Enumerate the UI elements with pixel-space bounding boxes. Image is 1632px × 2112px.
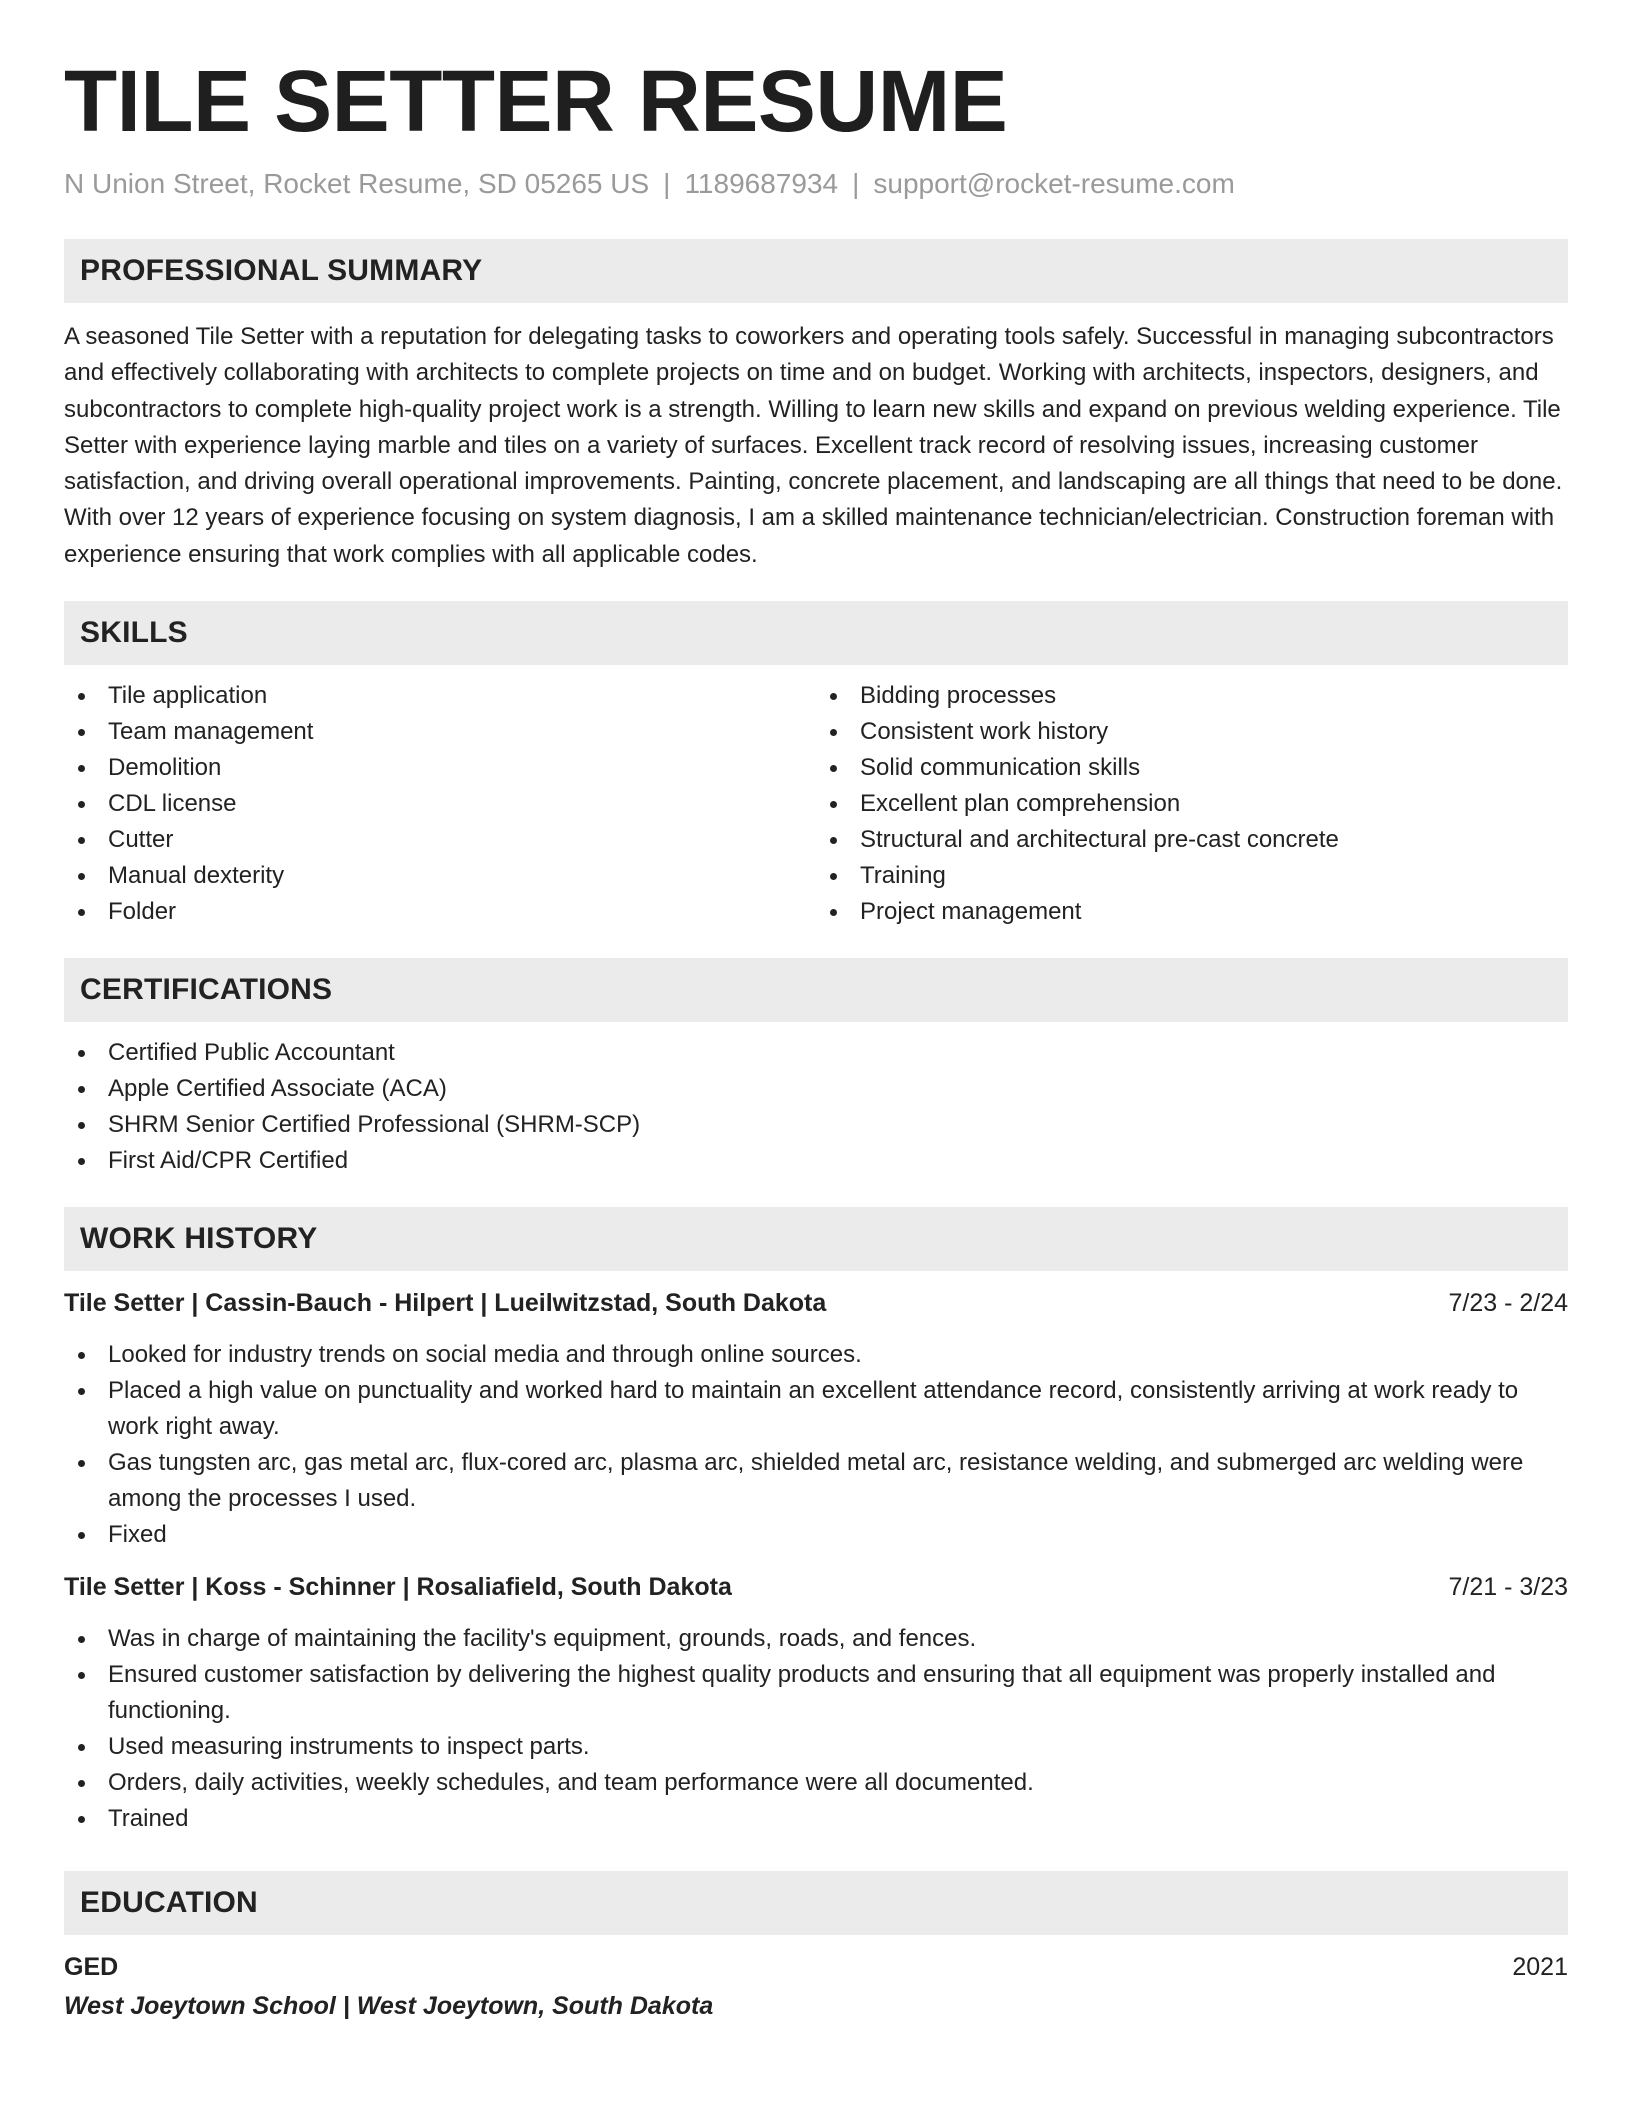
job-bullet: Used measuring instruments to inspect parts. xyxy=(64,1729,1568,1765)
contact-email: support@rocket-resume.com xyxy=(873,168,1235,199)
job-bullet: Ensured customer satisfaction by delivering the highest quality products and ensuring that all equipment was properly installed and functioning. xyxy=(64,1657,1568,1729)
section-header-skills: SKILLS xyxy=(64,601,1568,665)
skill-item: Folder xyxy=(64,894,816,930)
job-dates: 7/23 - 2/24 xyxy=(1448,1289,1568,1318)
skill-item: Tile application xyxy=(64,678,816,714)
certification-item: Apple Certified Associate (ACA) xyxy=(64,1071,1568,1107)
job-dates: 7/21 - 3/23 xyxy=(1448,1573,1568,1602)
skills-list xyxy=(64,678,1568,930)
education-header xyxy=(64,1949,1568,1985)
skill-item: Cutter xyxy=(64,822,816,858)
contact-line xyxy=(64,166,1568,202)
job-bullet: Fixed xyxy=(64,1517,1568,1553)
job-bullets xyxy=(64,1621,1568,1837)
skill-item: Bidding processes xyxy=(816,678,1568,714)
skill-item: Structural and architectural pre-cast concrete xyxy=(816,822,1568,858)
job-title: Tile Setter | Cassin-Bauch - Hilpert | Lueilwitzstad, South Dakota xyxy=(64,1289,827,1318)
job-header xyxy=(64,1569,1568,1605)
education-school: West Joeytown School | West Joeytown, South Dakota xyxy=(64,1992,714,2021)
job-bullets xyxy=(64,1337,1568,1553)
skill-item: Training xyxy=(816,858,1568,894)
skills-column-right xyxy=(816,678,1568,930)
job-header xyxy=(64,1285,1568,1321)
certification-item: First Aid/CPR Certified xyxy=(64,1143,1568,1179)
contact-address: N Union Street, Rocket Resume, SD 05265 US xyxy=(64,168,650,199)
certifications-list xyxy=(64,1035,1568,1179)
job-bullet: Gas tungsten arc, gas metal arc, flux-cored arc, plasma arc, shielded metal arc, resistance welding, and submerged arc welding were among the processes I used. xyxy=(64,1445,1568,1517)
job-bullet: Trained xyxy=(64,1801,1568,1837)
job-bullet: Placed a high value on punctuality and worked hard to maintain an excellent attendance record, consistently arriving at work ready to work right away. xyxy=(64,1373,1568,1445)
skill-item: Consistent work history xyxy=(816,714,1568,750)
education-entry xyxy=(64,1949,1568,2024)
certification-item: Certified Public Accountant xyxy=(64,1035,1568,1071)
skills-column-left xyxy=(64,678,816,930)
education-degree: GED xyxy=(64,1953,119,1982)
skill-item: CDL license xyxy=(64,786,816,822)
certification-item: SHRM Senior Certified Professional (SHRM-SCP) xyxy=(64,1107,1568,1143)
summary-text: A seasoned Tile Setter with a reputation for delegating tasks to coworkers and operating tools safely. Successful in managing subcontractors and effectively collaborating with architects to complete projects on time and on budget. Working with architects, inspectors, designers, and subcontractors to complete high-quality project work is a strength. Willing to learn new skills and expand on previous welding experience. Tile Setter with experience laying marble and tiles on a variety of surfaces. Excellent track record of resolving issues, increasing customer satisfaction, and driving overall operational improvements. Painting, concrete placement, and landscaping are all things that need to be done. With over 12 years of experience focusing on system diagnosis, I am a skilled maintenance technician/electrician. Construction foreman with experience ensuring that work complies with all applicable codes. xyxy=(64,323,1563,568)
education-year: 2021 xyxy=(1512,1953,1568,1982)
skill-item: Manual dexterity xyxy=(64,858,816,894)
contact-separator: | xyxy=(852,168,860,199)
section-header-education: EDUCATION xyxy=(64,1871,1568,1935)
skill-item: Solid communication skills xyxy=(816,750,1568,786)
skill-item: Team management xyxy=(64,714,816,750)
contact-phone: 1189687934 xyxy=(684,168,839,199)
section-header-certifications: CERTIFICATIONS xyxy=(64,958,1568,1022)
skill-item: Project management xyxy=(816,894,1568,930)
job-bullet: Looked for industry trends on social media and through online sources. xyxy=(64,1337,1568,1373)
job-bullet: Was in charge of maintaining the facility's equipment, grounds, roads, and fences. xyxy=(64,1621,1568,1657)
contact-separator: | xyxy=(663,168,671,199)
section-header-work-history: WORK HISTORY xyxy=(64,1207,1568,1271)
job-title: Tile Setter | Koss - Schinner | Rosaliafield, South Dakota xyxy=(64,1573,732,1602)
job-entry xyxy=(64,1285,1568,1553)
job-entry xyxy=(64,1569,1568,1837)
skill-item: Excellent plan comprehension xyxy=(816,786,1568,822)
resume-title: TILE SETTER RESUME xyxy=(64,53,1008,150)
section-header-summary: PROFESSIONAL SUMMARY xyxy=(64,239,1568,303)
skill-item: Demolition xyxy=(64,750,816,786)
job-bullet: Orders, daily activities, weekly schedules, and team performance were all documented. xyxy=(64,1765,1568,1801)
